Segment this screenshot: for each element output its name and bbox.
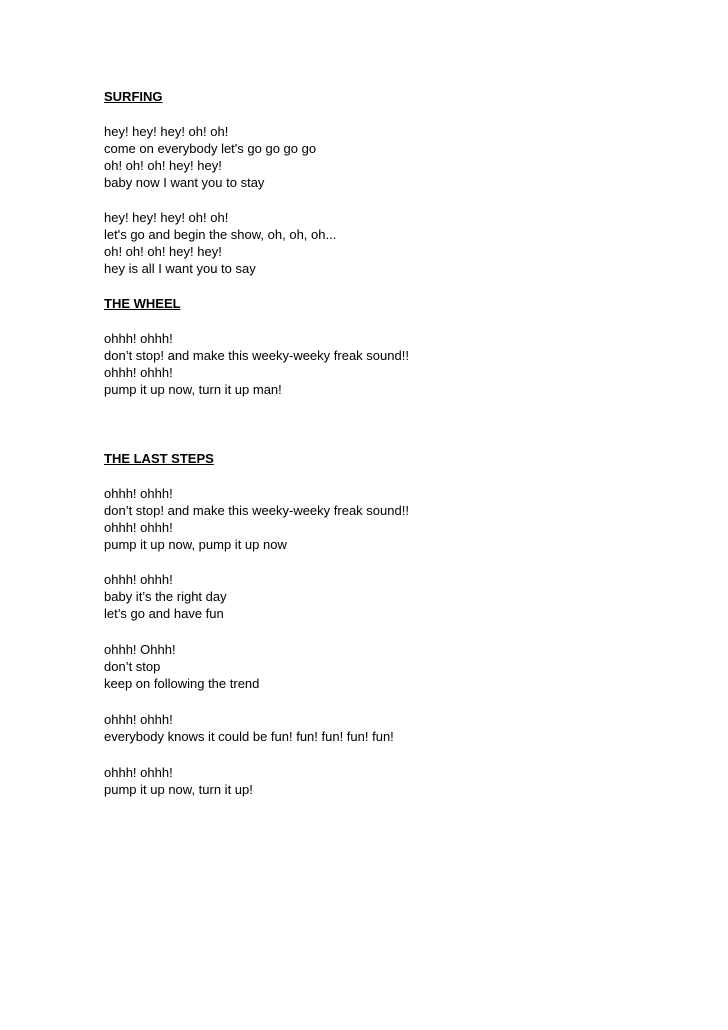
lyric-line: don’t stop! and make this weeky-weeky freak sound!! <box>104 348 409 363</box>
stanza <box>104 764 704 798</box>
section-title: THE LAST STEPS <box>104 451 214 466</box>
stanza <box>104 330 704 398</box>
stanza <box>104 571 704 622</box>
lyric-line: ohhh! ohhh! <box>104 486 173 501</box>
lyric-line: let’s go and have fun <box>104 606 224 621</box>
stanza <box>104 485 704 553</box>
lyric-line: ohhh! ohhh! <box>104 712 173 727</box>
lyric-line: keep on following the trend <box>104 676 260 691</box>
lyric-line: baby now I want you to stay <box>104 175 265 190</box>
lyric-line: oh! oh! oh! hey! hey! <box>104 244 222 259</box>
lyric-line: ohhh! ohhh! <box>104 765 173 780</box>
lyric-line: ohhh! ohhh! <box>104 572 173 587</box>
lyric-line: don’t stop <box>104 659 161 674</box>
stanza <box>104 711 704 745</box>
lyric-line: hey! hey! hey! oh! oh! <box>104 210 229 225</box>
lyric-line: oh! oh! oh! hey! hey! <box>104 158 222 173</box>
section-title: THE WHEEL <box>104 296 181 311</box>
lyric-line: ohhh! ohhh! <box>104 365 173 380</box>
lyrics-document <box>104 88 704 798</box>
lyric-line: ohhh! ohhh! <box>104 331 173 346</box>
section-the-wheel <box>104 295 704 398</box>
lyric-line: everybody knows it could be fun! fun! fun! fun! fun! <box>104 729 394 744</box>
lyric-line: let's go and begin the show, oh, oh, oh... <box>104 227 337 242</box>
lyric-line: pump it up now, pump it up now <box>104 537 287 552</box>
stanza <box>104 641 704 692</box>
lyric-line: baby it’s the right day <box>104 589 227 604</box>
section-surfing <box>104 88 704 277</box>
stanza <box>104 209 704 277</box>
lyric-line: ohhh! Ohhh! <box>104 642 176 657</box>
lyric-line: hey is all I want you to say <box>104 261 256 276</box>
section-title: SURFING <box>104 89 163 104</box>
lyric-line: hey! hey! hey! oh! oh! <box>104 124 229 139</box>
section-the-last-steps <box>104 450 704 798</box>
lyric-line: ohhh! ohhh! <box>104 520 173 535</box>
stanza <box>104 123 704 191</box>
lyric-line: don’t stop! and make this weeky-weeky freak sound!! <box>104 503 409 518</box>
lyric-line: pump it up now, turn it up! <box>104 782 253 797</box>
lyric-line: pump it up now, turn it up man! <box>104 382 282 397</box>
lyric-line: come on everybody let's go go go go <box>104 141 317 156</box>
